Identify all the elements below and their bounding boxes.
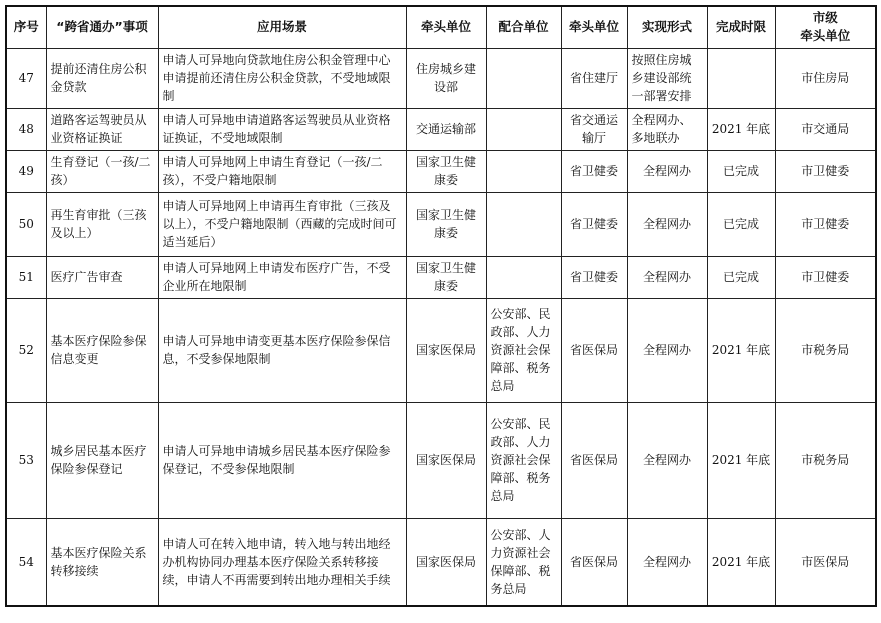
prov-lead-unit-cell: 省交通运输厅 (561, 108, 627, 150)
form-cell: 全程网办 (627, 192, 707, 256)
seq-cell: 54 (6, 518, 46, 606)
item-cell: 生育登记（一孩/二孩） (46, 150, 158, 192)
table-row (6, 256, 876, 298)
coop-unit-cell: 公安部、人力资源社会保障部、税务总局 (486, 518, 561, 606)
prov-lead-unit-cell: 省住建厅 (561, 48, 627, 108)
form-cell: 全程网办、多地联办 (627, 108, 707, 150)
form-cell: 按照住房城乡建设部统一部署安排 (627, 48, 707, 108)
deadline-cell: 已完成 (707, 192, 775, 256)
policy-table (5, 5, 877, 607)
city-lead-unit-cell: 市税务局 (775, 298, 876, 402)
city-lead-unit-cell: 市住房局 (775, 48, 876, 108)
col-header-seq: 序号 (6, 6, 46, 48)
deadline-cell: 已完成 (707, 150, 775, 192)
prov-lead-unit-cell: 省卫健委 (561, 256, 627, 298)
form-cell: 全程网办 (627, 402, 707, 518)
table-row (6, 298, 876, 402)
col-header-prov-lead-unit: 牵头单位 (561, 6, 627, 48)
col-header-form: 实现形式 (627, 6, 707, 48)
city-lead-unit-cell: 市医保局 (775, 518, 876, 606)
city-lead-unit-cell: 市税务局 (775, 402, 876, 518)
lead-unit-cell: 国家医保局 (406, 402, 486, 518)
lead-unit-cell: 国家卫生健康委 (406, 256, 486, 298)
prov-lead-unit-cell: 省医保局 (561, 518, 627, 606)
col-header-deadline: 完成时限 (707, 6, 775, 48)
coop-unit-cell: 公安部、民政部、人力资源社会保障部、税务总局 (486, 402, 561, 518)
col-header-lead-unit: 牵头单位 (406, 6, 486, 48)
coop-unit-cell (486, 256, 561, 298)
coop-unit-cell: 公安部、民政部、人力资源社会保障部、税务总局 (486, 298, 561, 402)
deadline-cell: 已完成 (707, 256, 775, 298)
item-cell: 提前还清住房公积金贷款 (46, 48, 158, 108)
seq-cell: 49 (6, 150, 46, 192)
form-cell: 全程网办 (627, 518, 707, 606)
coop-unit-cell (486, 192, 561, 256)
scenario-cell: 申请人可异地申请城乡居民基本医疗保险参保登记，不受参保地限制 (158, 402, 406, 518)
item-cell: 城乡居民基本医疗保险参保登记 (46, 402, 158, 518)
header-row (6, 6, 876, 48)
table-row (6, 192, 876, 256)
col-header-coop-unit: 配合单位 (486, 6, 561, 48)
coop-unit-cell (486, 108, 561, 150)
item-cell: 基本医疗保险参保信息变更 (46, 298, 158, 402)
col-header-city-lead (775, 6, 876, 48)
table-row (6, 402, 876, 518)
seq-cell: 50 (6, 192, 46, 256)
prov-lead-unit-cell: 省医保局 (561, 298, 627, 402)
form-cell: 全程网办 (627, 256, 707, 298)
col-header-city-lead-line2: 牵头单位 (800, 28, 851, 44)
deadline-cell: 2021 年底 (707, 518, 775, 606)
coop-unit-cell (486, 48, 561, 108)
city-lead-unit-cell: 市卫健委 (775, 150, 876, 192)
prov-lead-unit-cell: 省卫健委 (561, 192, 627, 256)
item-cell: 基本医疗保险关系转移接续 (46, 518, 158, 606)
deadline-cell (707, 48, 775, 108)
form-cell: 全程网办 (627, 298, 707, 402)
table-row (6, 48, 876, 108)
prov-lead-unit-cell: 省卫健委 (561, 150, 627, 192)
scenario-cell: 申请人可异地申请变更基本医疗保险参保信息，不受参保地限制 (158, 298, 406, 402)
item-cell: 再生育审批（三孩及以上） (46, 192, 158, 256)
prov-lead-unit-cell: 省医保局 (561, 402, 627, 518)
lead-unit-cell: 国家卫生健康委 (406, 192, 486, 256)
item-cell: 道路客运驾驶员从业资格证换证 (46, 108, 158, 150)
deadline-cell: 2021 年底 (707, 402, 775, 518)
col-header-scenario: 应用场景 (158, 6, 406, 48)
seq-cell: 47 (6, 48, 46, 108)
table-row (6, 518, 876, 606)
city-lead-unit-cell: 市交通局 (775, 108, 876, 150)
lead-unit-cell: 国家卫生健康委 (406, 150, 486, 192)
scenario-cell: 申请人可异地网上申请再生育审批（三孩及以上），不受户籍地限制（西藏的完成时间可适当延后） (158, 192, 406, 256)
col-header-item: “跨省通办”事项 (46, 6, 158, 48)
seq-cell: 48 (6, 108, 46, 150)
seq-cell: 53 (6, 402, 46, 518)
deadline-cell: 2021 年底 (707, 298, 775, 402)
item-cell: 医疗广告审查 (46, 256, 158, 298)
city-lead-unit-cell: 市卫健委 (775, 192, 876, 256)
scenario-cell: 申请人可异地网上申请生育登记（一孩/二孩），不受户籍地限制 (158, 150, 406, 192)
lead-unit-cell: 住房城乡建设部 (406, 48, 486, 108)
city-lead-unit-cell: 市卫健委 (775, 256, 876, 298)
seq-cell: 52 (6, 298, 46, 402)
lead-unit-cell: 国家医保局 (406, 518, 486, 606)
lead-unit-cell: 国家医保局 (406, 298, 486, 402)
col-header-city-lead-line1: 市级 (812, 10, 838, 26)
scenario-cell: 申请人可异地申请道路客运驾驶员从业资格证换证，不受地域限制 (158, 108, 406, 150)
scenario-cell: 申请人可在转入地申请，转入地与转出地经办机构协同办理基本医疗保险关系转移接续，申请人不再需要到转出地办理相关手续 (158, 518, 406, 606)
scenario-cell: 申请人可异地网上申请发布医疗广告，不受企业所在地限制 (158, 256, 406, 298)
coop-unit-cell (486, 150, 561, 192)
seq-cell: 51 (6, 256, 46, 298)
scenario-cell: 申请人可异地向贷款地住房公积金管理中心申请提前还清住房公积金贷款，不受地域限制 (158, 48, 406, 108)
form-cell: 全程网办 (627, 150, 707, 192)
table-row (6, 150, 876, 192)
lead-unit-cell: 交通运输部 (406, 108, 486, 150)
deadline-cell: 2021 年底 (707, 108, 775, 150)
table-row (6, 108, 876, 150)
